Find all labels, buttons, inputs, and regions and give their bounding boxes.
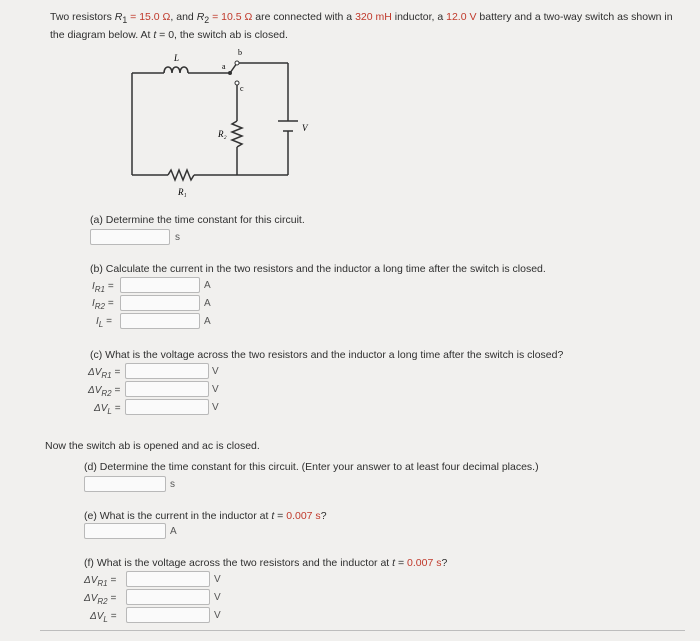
part-a-input[interactable] [90,229,170,245]
part-b-input-ir2[interactable] [120,295,200,311]
part-b-unit-ir1: A [204,280,211,291]
part-c-question: (c) What is the voltage across the two resistors and the inductor a long time after the switch is closed? [90,349,564,361]
part-c-label-vr1: $\Delta V_{R1}$ = [88,367,121,380]
part-b-label-ir2: $I_{R2}$ = [92,298,114,311]
part-f-unit-vr2: V [214,592,221,603]
label-a: a [222,62,226,71]
part-f-label-vr1: $\Delta V_{R1}$ = [84,575,117,588]
battery-value: 12.0 V [446,11,477,23]
label-voltage: V [302,123,308,133]
part-f-input-vl[interactable] [126,607,210,623]
part-f-input-vr2[interactable] [126,589,210,605]
part-b-unit-il: A [204,316,211,327]
r2-value: = 10.5 Ω [209,11,253,23]
label-b: b [238,48,242,57]
part-f-unit-vl: V [214,610,221,621]
label-r1: R₁ [178,187,187,197]
part-b-unit-ir2: A [204,298,211,309]
part-b-label-ir1: $I_{R1}$ = [92,281,114,294]
part-f-time-value: 0.007 s [407,557,442,569]
part-a-question: (a) Determine the time constant for this circuit. [90,214,305,226]
part-e-question: (e) What is the current in the inductor at t = 0.007 s? [84,510,327,522]
part-e-time-value: 0.007 s [286,510,321,522]
part-c-unit-vl: V [212,402,219,413]
part-d-input[interactable] [84,476,166,492]
label-inductor: L [174,53,180,63]
part-c-label-vl: $\Delta V_L$ = [94,403,121,416]
part-d-unit: s [170,479,175,490]
switch-transition-text: Now the switch ab is opened and ac is closed. [45,440,260,452]
part-f-input-vr1[interactable] [126,571,210,587]
part-d-question: (d) Determine the time constant for this circuit. (Enter your answer to at least four decimal places.) [84,461,539,473]
page-bottom-divider [40,630,685,631]
r1-resistor-symbol [168,170,194,180]
problem-statement: Two resistors $R_1 = 15.0$ Ω, and $R_2 = 10.5$ Ω are connected with a 320 mH inductor, a 12.0 V battery and a two-way switch as shown in the diagram below. At t = 0, the switch ab is closed. [50,11,673,42]
part-c-input-vl[interactable] [125,399,209,415]
inductor-symbol [164,67,188,73]
part-e-unit: A [170,526,177,537]
inductance-value: 320 mH [355,11,392,23]
circuit-diagram [120,45,320,205]
part-f-label-vr2: $\Delta V_{R2}$ = [84,593,117,606]
part-e-input[interactable] [84,523,166,539]
label-r2: R₂ [218,129,227,139]
part-b-input-ir1[interactable] [120,277,200,293]
part-b-label-il: $I_L$ = [96,316,112,329]
part-f-label-vl: $\Delta V_L$ = [90,611,117,624]
part-c-label-vr2: $\Delta V_{R2}$ = [88,385,121,398]
part-c-unit-vr1: V [212,366,219,377]
part-f-unit-vr1: V [214,574,221,585]
part-c-unit-vr2: V [212,384,219,395]
part-f-question: (f) What is the voltage across the two resistors and the inductor at t = 0.007 s? [84,557,448,569]
label-c: c [240,84,244,93]
part-c-input-vr2[interactable] [125,381,209,397]
part-c-input-vr1[interactable] [125,363,209,379]
r2-resistor-symbol [232,121,242,147]
part-a-unit: s [175,232,180,243]
r1-value: = 15.0 Ω [127,11,171,23]
part-b-question: (b) Calculate the current in the two resistors and the inductor a long time after the switch is closed. [90,263,546,275]
part-b-input-il[interactable] [120,313,200,329]
